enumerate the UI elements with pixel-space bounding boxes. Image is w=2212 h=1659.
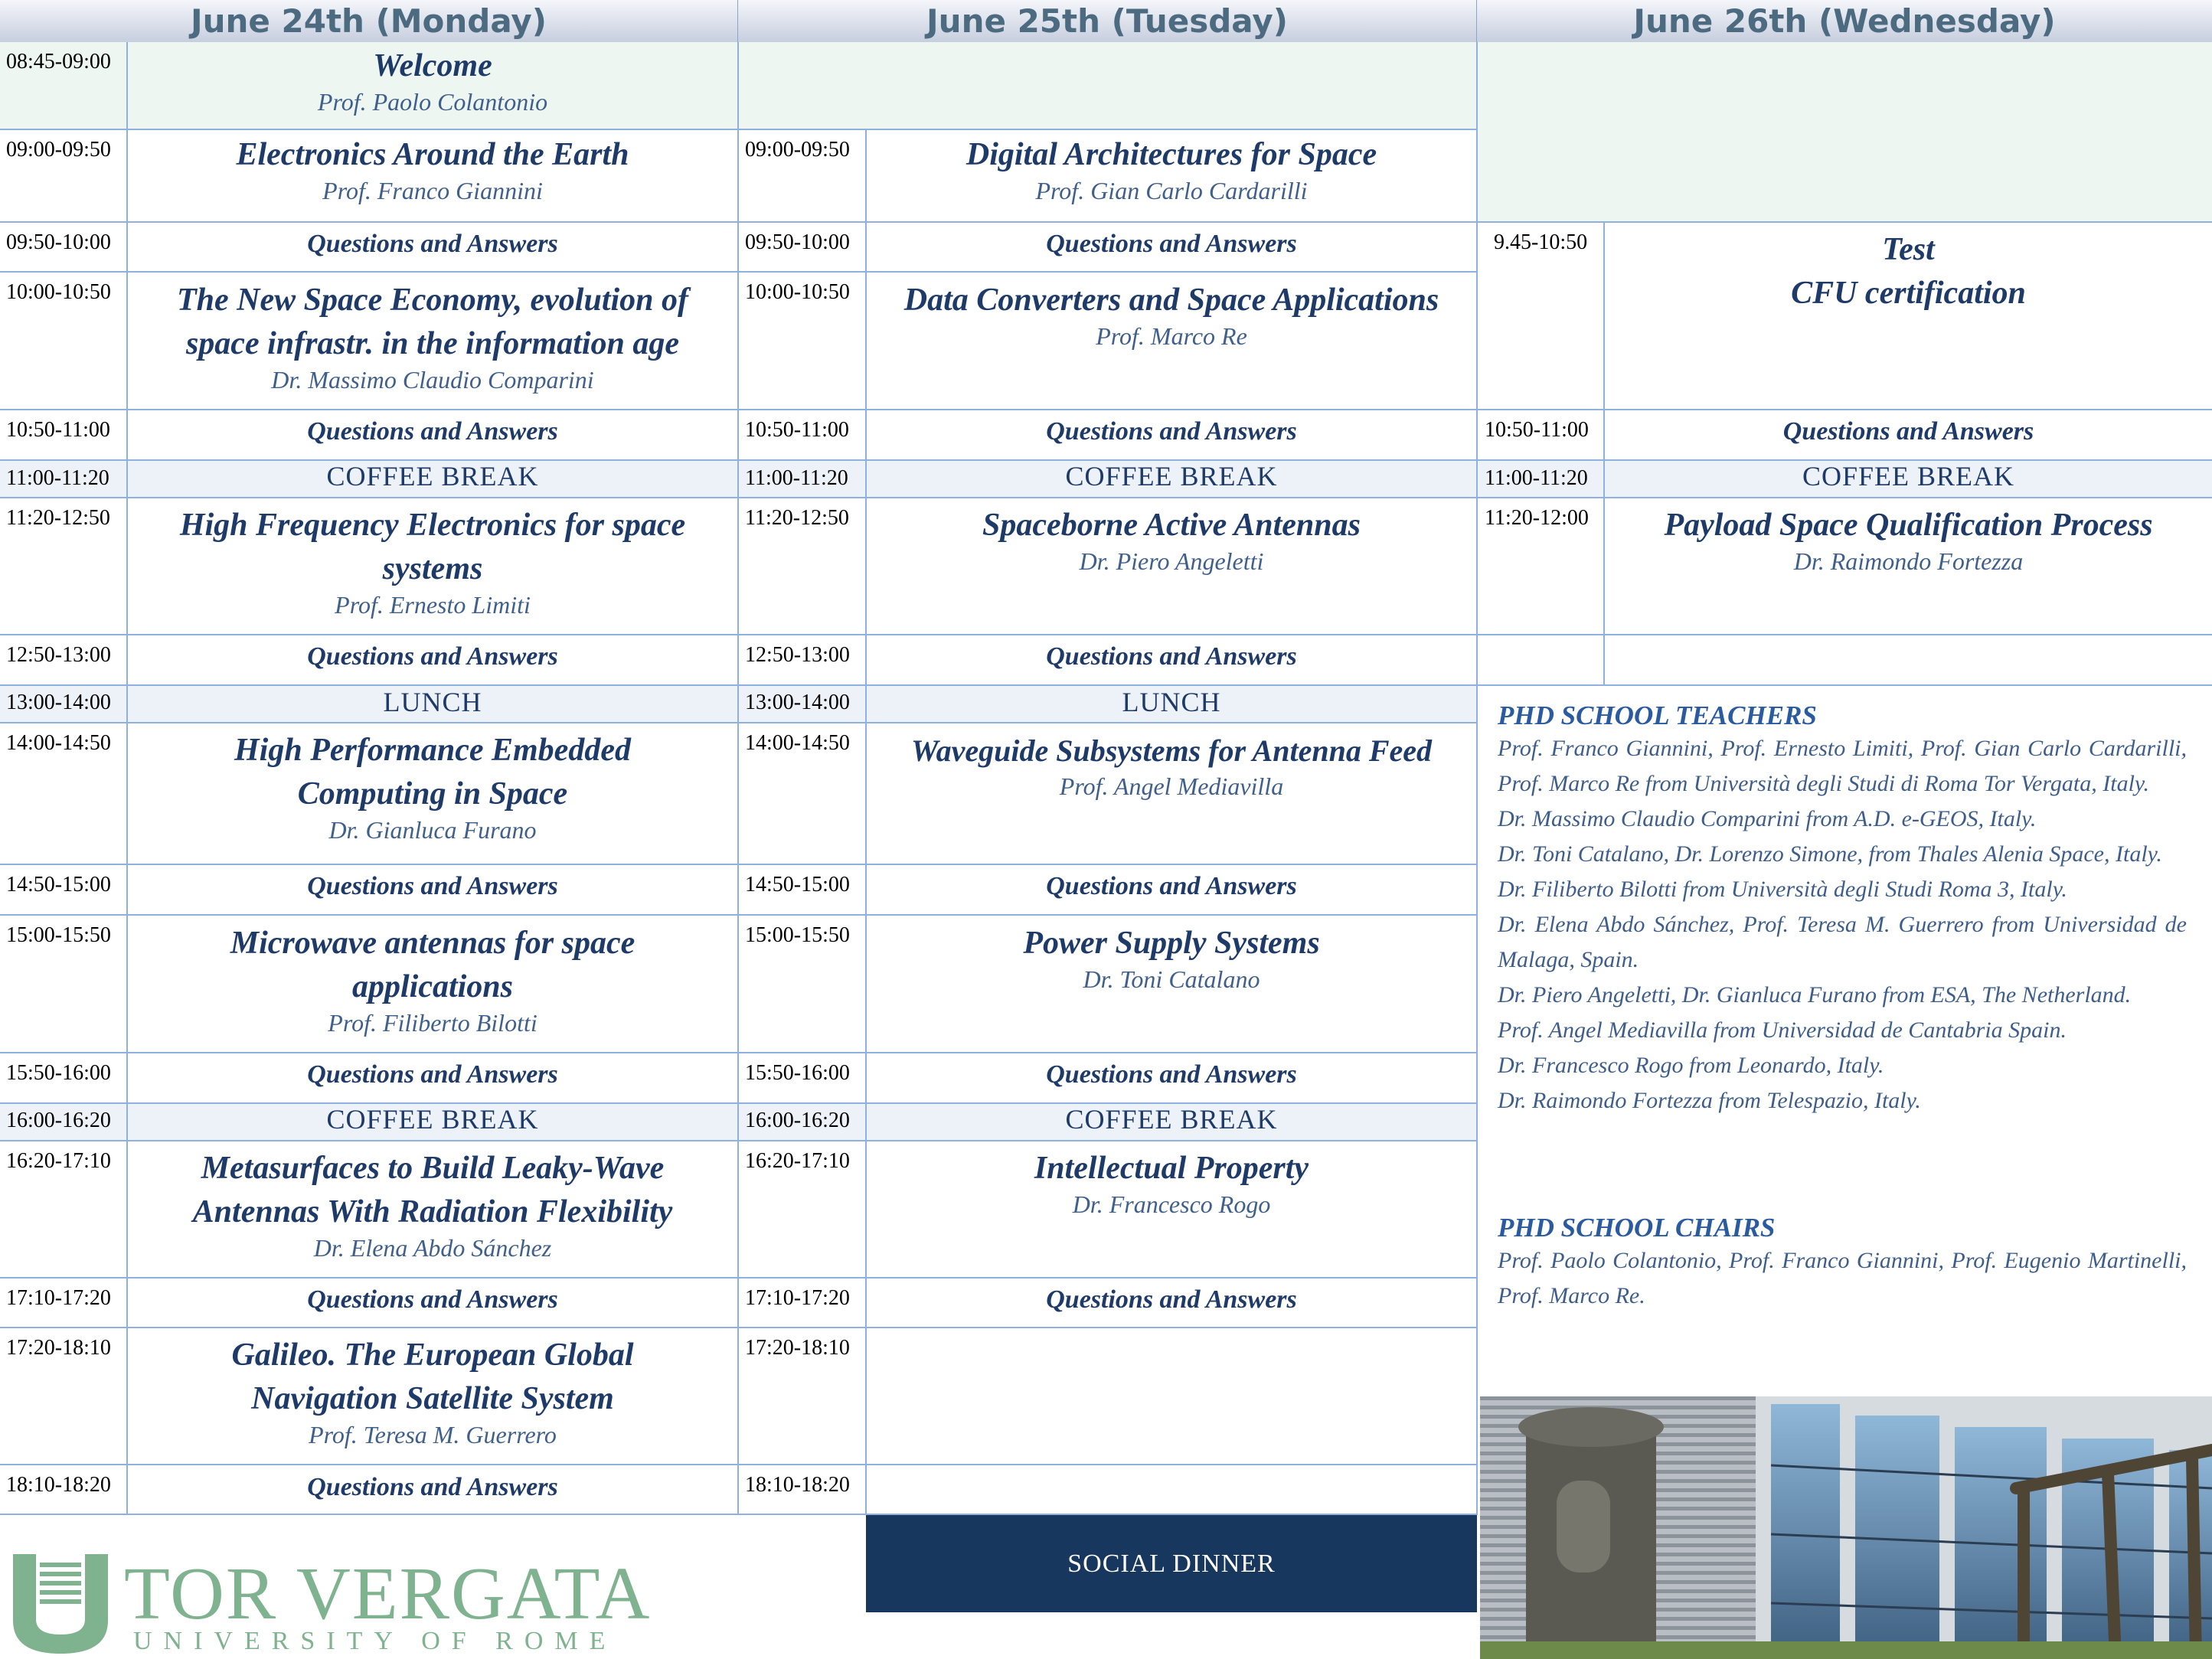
time-slot: 11:20-12:50 [745, 506, 849, 530]
session [128, 279, 737, 397]
session-title: systems [382, 551, 483, 586]
social-dinner-banner [866, 1515, 1477, 1612]
session-title: Payload Space Qualification Process [1664, 508, 2153, 543]
session-speaker: Dr. Francesco Rogo [1072, 1190, 1271, 1218]
qa-label: Questions and Answers [307, 1285, 558, 1314]
session [128, 1334, 737, 1452]
break-label: COFFEE BREAK [1065, 461, 1278, 491]
day-header-tuesday: June 25th (Tuesday) [738, 0, 1477, 42]
time-slot: 10:00-10:50 [745, 280, 850, 304]
tuesday-empty-bg [739, 42, 1477, 129]
qa-label: Questions and Answers [1046, 230, 1297, 258]
qa-label: Questions and Answers [1046, 872, 1297, 900]
session-title: CFU certification [1791, 276, 2026, 311]
time-slot: 14:00-14:50 [745, 731, 850, 755]
qa-label: Questions and Answers [307, 1060, 558, 1089]
time-slot: 11:20-12:50 [6, 506, 110, 530]
qa-row [128, 417, 737, 446]
session [867, 729, 1476, 803]
session-speaker: Dr. Massimo Claudio Comparini [271, 366, 594, 394]
time-slot: 13:00-14:00 [6, 691, 111, 714]
qa-row [867, 1060, 1476, 1089]
session [867, 133, 1476, 207]
university-emblem-icon [9, 1550, 113, 1657]
time-slot: 17:10-17:20 [6, 1286, 111, 1310]
time-slot: 16:00-16:20 [6, 1109, 111, 1132]
session-test [1605, 228, 2212, 315]
session-title: Metasurfaces to Build Leaky-Wave [201, 1151, 665, 1186]
time-slot: 14:00-14:50 [6, 731, 111, 755]
session [867, 922, 1476, 996]
time-slot: 11:00-11:20 [1485, 466, 1588, 490]
session [867, 279, 1476, 353]
time-slot: 11:20-12:00 [1485, 506, 1589, 530]
teachers-heading: PHD SCHOOL TEACHERS [1498, 701, 1817, 730]
session-title: Antennas With Radiation Flexibility [192, 1194, 673, 1230]
qa-row [128, 230, 737, 259]
time-slot: 09:00-09:50 [745, 138, 850, 162]
teacher-line: Prof. Franco Giannini, Prof. Ernesto Limiti, Prof. Gian Carlo Cardarilli, Prof. Marco Re from Università degli Studi di Roma Tor Vergata, Italy. [1498, 736, 2187, 796]
qa-label: Questions and Answers [307, 417, 558, 446]
qa-row [867, 417, 1476, 446]
time-slot: 14:50-15:00 [6, 873, 111, 896]
session-speaker: Dr. Elena Abdo Sánchez [313, 1234, 552, 1262]
break-label: COFFEE BREAK [326, 461, 539, 491]
time-slot: 08:45-09:00 [6, 50, 111, 73]
logo-subtitle: UNIVERSITY OF ROME [133, 1627, 617, 1655]
break-label: LUNCH [383, 687, 482, 717]
session [1605, 504, 2212, 578]
day-header-monday: June 24th (Monday) [0, 0, 738, 42]
teacher-line: Dr. Elena Abdo Sánchez, Prof. Teresa M. Guerrero from Universidad de Malaga, Spain. [1498, 912, 2187, 972]
time-slot: 17:10-17:20 [745, 1286, 850, 1310]
session [867, 1147, 1476, 1221]
session-speaker: Dr. Raimondo Fortezza [1793, 547, 2024, 575]
time-slot: 10:50-11:00 [745, 418, 849, 442]
qa-label: Questions and Answers [307, 642, 558, 671]
time-slot: 16:20-17:10 [6, 1149, 111, 1173]
chairs-text: Prof. Paolo Colantonio, Prof. Franco Giannini, Prof. Eugenio Martinelli, Prof. Marco Re. [1498, 1248, 2187, 1308]
time-slot: 11:00-11:20 [6, 466, 109, 490]
session-title: Digital Architectures for Space [966, 137, 1377, 172]
campus-photo-illustration [1480, 1396, 2212, 1659]
session [128, 133, 737, 221]
break-row [867, 1103, 1476, 1135]
qa-label: Questions and Answers [1046, 417, 1297, 446]
teacher-line: Prof. Angel Mediavilla from Universidad de Cantabria Spain. [1498, 1017, 2067, 1043]
time-slot: 16:00-16:20 [745, 1109, 850, 1132]
qa-row [128, 1285, 737, 1314]
break-label: COFFEE BREAK [326, 1104, 539, 1135]
teacher-line: Dr. Massimo Claudio Comparini from A.D. e-GEOS, Italy. [1498, 806, 2037, 831]
time-slot: 18:10-18:20 [6, 1473, 111, 1497]
break-row [867, 686, 1476, 718]
break-label: COFFEE BREAK [1065, 1104, 1278, 1135]
session-speaker: Prof. Filiberto Bilotti [328, 1009, 537, 1037]
session-title: Computing in Space [297, 776, 568, 812]
qa-row [128, 1473, 737, 1502]
session-title: Microwave antennas for space [230, 926, 636, 961]
session-speaker: Prof. Teresa M. Guerrero [309, 1421, 557, 1448]
session-speaker: Prof. Ernesto Limiti [335, 591, 531, 619]
wednesday-empty-bg [1478, 42, 2212, 221]
session-title: Galileo. The European Global [231, 1337, 634, 1373]
qa-row [1605, 417, 2212, 446]
qa-label: Questions and Answers [1782, 417, 2034, 446]
day-header-wednesday: June 26th (Wednesday) [1477, 0, 2212, 42]
chairs-heading: PHD SCHOOL CHAIRS [1498, 1213, 1776, 1243]
session-title: The New Space Economy, evolution of [176, 282, 689, 318]
qa-label: Questions and Answers [307, 230, 558, 258]
break-label: LUNCH [1122, 687, 1221, 717]
teacher-line: Dr. Piero Angeletti, Dr. Gianluca Furano from ESA, The Netherland. [1498, 982, 2132, 1007]
teacher-line: Dr. Toni Catalano, Dr. Lorenzo Simone, from Thales Alenia Space, Italy. [1498, 841, 2162, 867]
session-speaker: Prof. Marco Re [1096, 322, 1247, 350]
time-slot: 09:00-09:50 [6, 138, 111, 162]
session-speaker: Prof. Gian Carlo Cardarilli [1035, 177, 1308, 204]
session-speaker: Dr. Piero Angeletti [1079, 547, 1264, 575]
time-slot: 11:00-11:20 [745, 466, 848, 490]
time-slot: 13:00-14:00 [745, 691, 850, 714]
session [128, 729, 737, 847]
time-slot: 15:50-16:00 [6, 1061, 111, 1085]
break-row [867, 460, 1476, 492]
break-row [128, 460, 737, 492]
session-title: Intellectual Property [1034, 1151, 1309, 1186]
time-slot: 14:50-15:00 [745, 873, 850, 896]
time-slot: 09:50-10:00 [745, 230, 850, 254]
session-title: High Performance Embedded [234, 733, 631, 768]
break-row [128, 1103, 737, 1135]
session-title: Power Supply Systems [1023, 926, 1320, 961]
session-title: Waveguide Subsystems for Antenna Feed [910, 733, 1433, 768]
break-row [1605, 460, 2212, 492]
qa-label: Questions and Answers [1046, 1060, 1297, 1089]
qa-row [128, 872, 737, 901]
time-slot: 15:50-16:00 [745, 1061, 850, 1085]
qa-label: Questions and Answers [1046, 1285, 1297, 1314]
session-title: Navigation Satellite System [251, 1381, 614, 1416]
session-title: applications [351, 969, 514, 1004]
qa-label: Questions and Answers [1046, 642, 1297, 671]
qa-row [867, 1285, 1476, 1314]
session-title: Electronics Around the Earth [236, 137, 629, 172]
time-slot: 15:00-15:50 [745, 923, 850, 947]
session-title: space infrastr. in the information age [185, 326, 680, 361]
session [867, 504, 1476, 578]
logo-wordmark: TOR VERGATA [124, 1553, 652, 1635]
qa-label: Questions and Answers [307, 1473, 558, 1501]
time-slot: 10:50-11:00 [6, 418, 110, 442]
qa-row [128, 1060, 737, 1089]
qa-row [128, 642, 737, 671]
time-slot: 17:20-18:10 [6, 1336, 111, 1360]
session [128, 1147, 737, 1265]
session-speaker: Prof. Paolo Colantonio [317, 88, 548, 116]
session-speaker: Prof. Angel Mediavilla [1059, 772, 1284, 800]
time-slot: 12:50-13:00 [745, 643, 850, 667]
tor-vergata-logo [9, 1550, 775, 1657]
time-slot: 12:50-13:00 [6, 643, 111, 667]
session [128, 504, 737, 622]
session-speaker: Dr. Toni Catalano [1083, 965, 1260, 993]
campus-photo [1480, 1396, 2212, 1659]
time-slot: 18:10-18:20 [745, 1473, 850, 1497]
time-slot: 9.45-10:50 [1494, 230, 1588, 254]
session-title: Data Converters and Space Applications [903, 282, 1439, 318]
session-title: Welcome [373, 48, 492, 83]
session-title: Test [1882, 232, 1935, 267]
chairs-section [1498, 1213, 2187, 1314]
teacher-line: Dr. Raimondo Fortezza from Telespazio, Italy. [1498, 1088, 1921, 1113]
qa-row [867, 642, 1476, 671]
time-slot: 17:20-18:10 [745, 1336, 850, 1360]
session-title: High Frequency Electronics for space [179, 508, 686, 543]
time-slot: 16:20-17:10 [745, 1149, 850, 1173]
break-label: COFFEE BREAK [1802, 461, 2015, 491]
time-slot: 09:50-10:00 [6, 230, 111, 254]
time-slot: 15:00-15:50 [6, 923, 111, 947]
break-row [128, 686, 737, 718]
session-speaker: Dr. Gianluca Furano [328, 816, 537, 844]
session-title: Spaceborne Active Antennas [982, 508, 1361, 543]
session-speaker: Prof. Franco Giannini [322, 177, 543, 204]
time-slot: 10:50-11:00 [1485, 418, 1589, 442]
session-welcome [128, 44, 737, 129]
time-slot: 10:00-10:50 [6, 280, 111, 304]
session [128, 922, 737, 1040]
qa-row [867, 872, 1476, 901]
teachers-section [1498, 701, 2187, 1119]
teacher-line: Dr. Filiberto Bilotti from Università degli Studi Roma 3, Italy. [1498, 877, 2067, 902]
teacher-line: Dr. Francesco Rogo from Leonardo, Italy. [1498, 1053, 1884, 1078]
qa-label: Questions and Answers [307, 872, 558, 900]
social-dinner-label: SOCIAL DINNER [1067, 1549, 1276, 1578]
qa-row [867, 230, 1476, 259]
